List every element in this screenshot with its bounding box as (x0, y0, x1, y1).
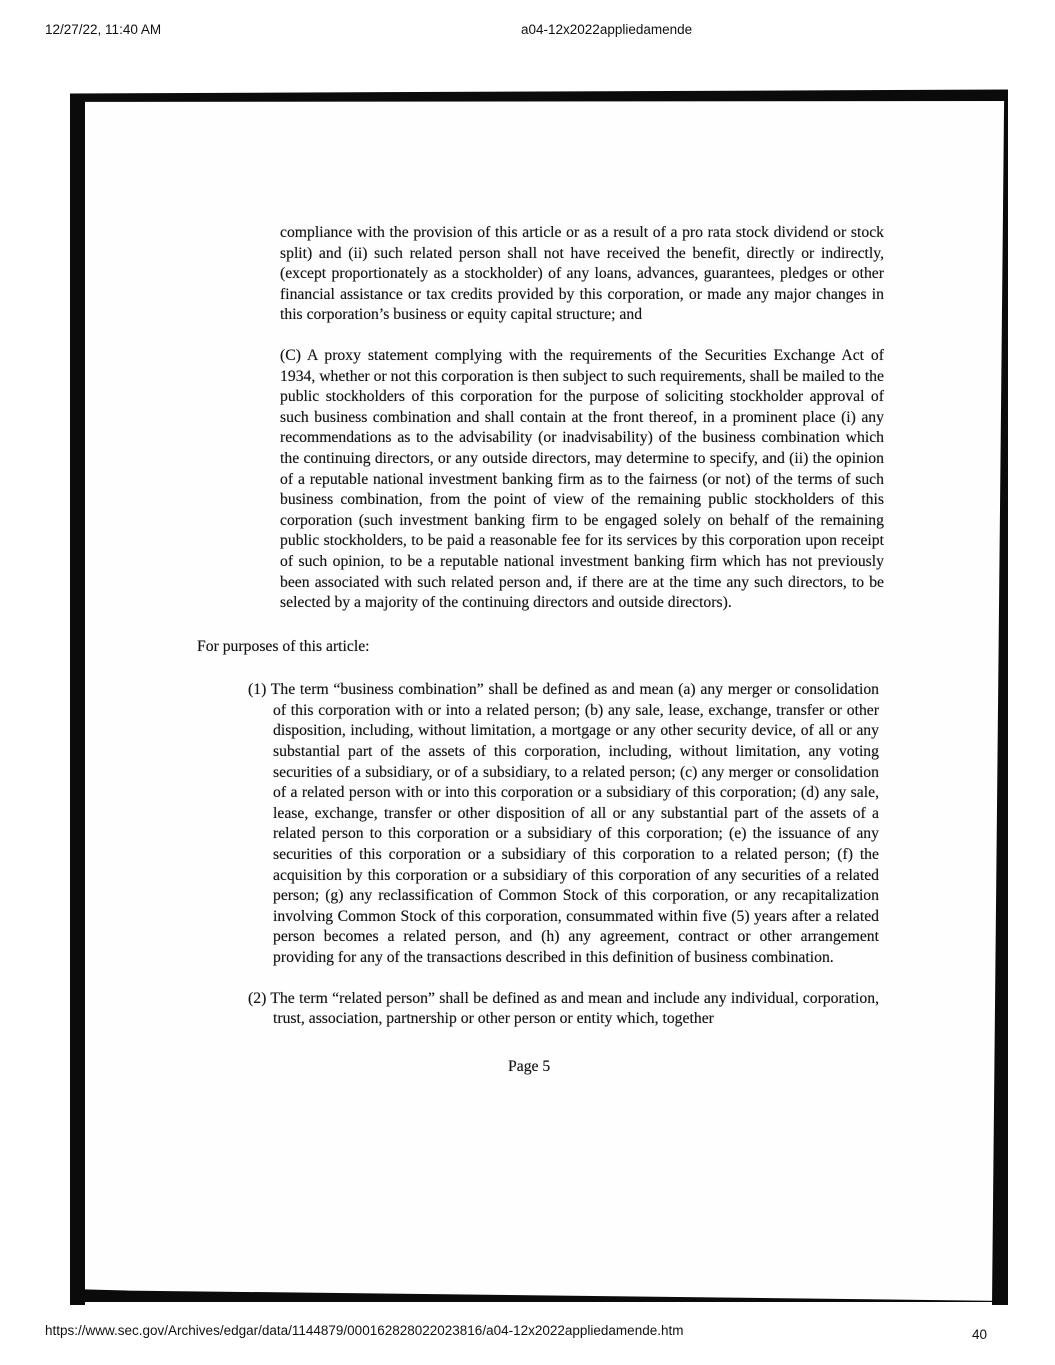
print-footer-url: https://www.sec.gov/Archives/edgar/data/1144879/000162828022023816/a04-12x2022appliedamende.htm (45, 1323, 684, 1338)
list-item-number: (1) (248, 681, 267, 699)
print-header-timestamp: 12/27/22, 11:40 AM (45, 22, 162, 37)
scanned-document-page (70, 95, 1008, 1305)
list-item-business-combination (248, 680, 879, 968)
page-number-label: Page 5 (508, 1057, 551, 1075)
document-text-body (70, 95, 1008, 1305)
paragraph-compliance: compliance with the provision of this article or as a result of a pro rata stock dividend or stock split) and (ii) such related person shall not have received the benefit, directly or indirectly, (except proportionately as a stockholder) of any loans, advances, guarantees, pledges or other financial assistance or tax credits provided by this corporation, or made any major changes in this corporation’s business or equity capital structure; and (280, 224, 884, 324)
print-footer-page-number: 40 (972, 1327, 988, 1342)
list-item-related-person (248, 989, 879, 1030)
paragraph-proxy-statement: (C) A proxy statement complying with the requirements of the Securities Exchange Act of 1934, whether or not this corporation is then subject to such requirements, shall be mailed to the public stockholders of this corporation for the purpose of soliciting stockholder approval of such business combination and shall contain at the front thereof, in a prominent place (i) any recommendations as to the advisability (or inadvisability) of the business combination which the continuing directors, or any outside directors, may determine to specify, and (ii) the opinion of a reputable national investment banking firm as to the fairness (or not) of the terms of such business combination, from the point of view of the remaining public stockholders of this corporation (such investment banking firm to be engaged solely on behalf of the remaining public stockholders, to be paid a reasonable fee for its services by this corporation upon receipt of such opinion, to be a reputable national investment banking firm which has not previously been associated with such related person and, if there are at the time any such directors, to be selected by a majority of the continuing directors and outside directors). (280, 346, 884, 612)
list-item-number: (2) (248, 989, 267, 1007)
list-item-text: The term “related person” shall be defined as and mean and include any individual, corporation, trust, association, partnership or other person or entity which, together (270, 989, 880, 1028)
intro-line: For purposes of this article: (197, 637, 370, 655)
list-item-text: The term “business combination” shall be defined as and mean (a) any merger or consolidation of this corporation with or into a related person; (b) any sale, lease, exchange, transfer or other disposition, including, without limitation, a mortgage or any other security device, of all or any substantial part of the assets of this corporation, including, without limitation, any voting securities of a subsidiary, or of a subsidiary, to a related person; (c) any merger or consolidation of a related person with or into this corporation or a subsidiary of this corporation; (d) any sale, lease, exchange, transfer or other disposition of all or any substantial part of the assets of a related person to this corporation or a subsidiary of this corporation; (e) the issuance of any securities of this corporation or a subsidiary of this corporation to a related person; (f) the acquisition by this corporation or a subsidiary of this corporation of any securities of a related person; (g) any reclassification of Common Stock of this corporation, or any recapitalization involving Common Stock of this corporation, consummated within five (5) years after a related person becomes a related person, and (h) any agreement, contract or other arrangement providing for any of the transactions described in this definition of business combination. (270, 681, 880, 966)
print-header-doc-title: a04-12x2022appliedamende (521, 22, 693, 37)
